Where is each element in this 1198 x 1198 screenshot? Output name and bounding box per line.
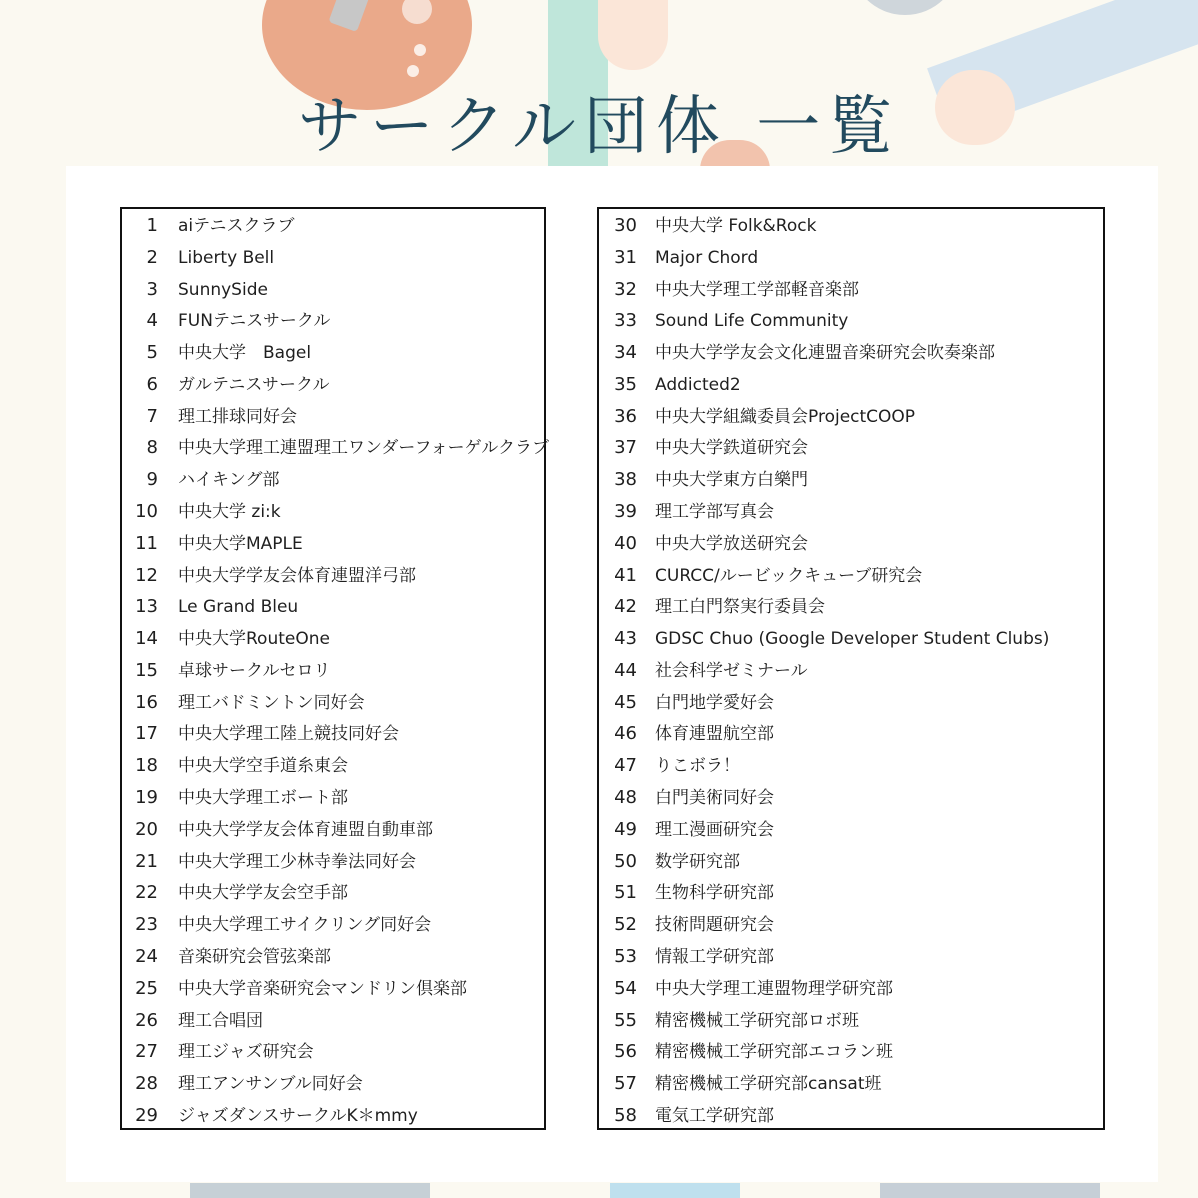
page-title: サークル団体 一覧 [297, 90, 901, 164]
circle-name: ジャズダンスサークルK＊mmy [178, 1105, 418, 1126]
circle-name: 精密機械工学研究部エコラン班 [655, 1042, 893, 1063]
item-number: 31 [614, 246, 637, 268]
circle-name: 中央大学 Folk&Rock [655, 216, 817, 236]
decoration-shape [190, 1183, 430, 1198]
item-number: 16 [135, 691, 158, 713]
item-number: 12 [135, 564, 158, 586]
item-number: 18 [135, 755, 158, 777]
decoration-shape [610, 1183, 740, 1198]
item-number: 38 [614, 469, 637, 491]
item-number: 37 [614, 437, 637, 459]
item-number: 19 [135, 787, 158, 809]
circle-name: 中央大学MAPLE [178, 533, 303, 554]
item-number: 34 [614, 342, 637, 364]
circle-name: SunnySide [178, 279, 268, 300]
circle-name: 理工漫画研究会 [655, 819, 774, 840]
item-number: 5 [146, 342, 158, 364]
circle-name: 中央大学学友会体育連盟洋弓部 [178, 565, 416, 586]
circle-name: 精密機械工学研究部cansat班 [655, 1074, 882, 1095]
circle-name: 情報工学研究部 [655, 946, 774, 967]
circle-name: 中央大学音楽研究会マンドリン倶楽部 [178, 978, 467, 999]
item-number: 32 [614, 278, 637, 300]
circle-name: 中央大学東方白樂門 [655, 470, 808, 491]
circle-name: 理工排球同好会 [178, 406, 297, 427]
item-number: 25 [135, 977, 158, 999]
item-number: 36 [614, 405, 637, 427]
item-number: 42 [614, 596, 637, 618]
item-number: 58 [614, 1104, 637, 1126]
item-number: 22 [135, 882, 158, 904]
circle-name: 技術問題研究会 [655, 915, 774, 936]
circle-name: 数学研究部 [655, 851, 740, 872]
circle-name: 理工白門祭実行委員会 [655, 597, 825, 618]
circle-name: 生物科学研究部 [655, 883, 774, 904]
circle-name: 理工ジャズ研究会 [178, 1042, 314, 1063]
circle-name: 中央大学理工サイクリング同好会 [178, 915, 432, 936]
circle-name: 社会科学ゼミナール [655, 660, 808, 681]
circle-name: Major Chord [655, 247, 759, 268]
circle-name: 中央大学理工陸上競技同好会 [178, 724, 399, 745]
item-number: 41 [614, 564, 637, 586]
item-number: 46 [614, 723, 637, 745]
circle-name: 理工学部写真会 [655, 502, 774, 523]
circle-name: FUNテニスサークル [178, 311, 331, 332]
item-number: 8 [146, 437, 158, 459]
circle-name: 理工アンサンブル同好会 [178, 1074, 363, 1095]
circle-name: 体育連盟航空部 [655, 724, 774, 745]
circle-list-left [120, 207, 549, 1130]
circle-name: 白門地学愛好会 [655, 692, 774, 713]
circle-name: aiテニスクラブ [178, 216, 295, 236]
item-number: 3 [146, 278, 158, 300]
circle-name: 中央大学 Bagel [178, 343, 312, 364]
item-number: 21 [135, 850, 158, 872]
circle-name: 中央大学RouteOne [178, 629, 330, 650]
item-number: 28 [135, 1073, 158, 1095]
circle-name: Le Grand Bleu [178, 597, 299, 618]
circle-name: 理工バドミントン同好会 [178, 692, 365, 713]
item-number: 6 [146, 373, 158, 395]
circle-name: 白門美術同好会 [655, 788, 774, 809]
item-number: 30 [614, 215, 637, 236]
item-number: 50 [614, 850, 637, 872]
circle-name: Addicted2 [655, 374, 741, 395]
item-number: 55 [614, 1009, 637, 1031]
circle-name: 中央大学学友会体育連盟自動車部 [178, 819, 433, 840]
circle-name: ハイキング部 [178, 470, 280, 491]
item-number: 33 [614, 310, 637, 332]
item-number: 43 [614, 628, 637, 650]
disc-illustration [850, 0, 960, 15]
circle-name: 中央大学組織委員会ProjectCOOP [655, 406, 916, 427]
item-number: 1 [146, 215, 158, 236]
item-number: 56 [614, 1041, 637, 1063]
hand-illustration [598, 0, 668, 70]
circle-name: GDSC Chuo (Google Developer Student Clubs) [655, 629, 1050, 650]
item-number: 23 [135, 914, 158, 936]
circle-name: 中央大学学友会文化連盟音楽研究会吹奏楽部 [655, 343, 995, 364]
circle-name: 中央大学理工ボート部 [178, 788, 348, 809]
item-number: 7 [146, 405, 158, 427]
circle-list-right [597, 207, 1105, 1130]
item-number: 53 [614, 945, 637, 967]
item-number: 45 [614, 691, 637, 713]
circle-name: ガルテニスサークル [178, 374, 330, 395]
circle-name: 電気工学研究部 [655, 1105, 774, 1126]
decoration-shape [880, 1183, 1100, 1198]
item-number: 17 [135, 723, 158, 745]
item-number: 40 [614, 532, 637, 554]
circle-name: 音楽研究会管弦楽部 [178, 946, 331, 967]
item-number: 48 [614, 787, 637, 809]
item-number: 26 [135, 1009, 158, 1031]
item-number: 27 [135, 1041, 158, 1063]
item-number: 39 [614, 501, 637, 523]
item-number: 14 [135, 628, 158, 650]
circle-name: 中央大学理工少林寺拳法同好会 [178, 851, 416, 872]
circle-name: りこボラ！ [655, 756, 740, 777]
item-number: 2 [146, 246, 158, 268]
item-number: 11 [135, 532, 158, 554]
item-number: 9 [146, 469, 158, 491]
item-number: 29 [135, 1104, 158, 1126]
item-number: 15 [135, 659, 158, 681]
item-number: 51 [614, 882, 637, 904]
circle-name: 中央大学鉄道研究会 [655, 438, 808, 459]
circle-name: 卓球サークルセロリ [178, 660, 331, 681]
guitar-dot-illustration [407, 65, 419, 77]
circle-name: 中央大学放送研究会 [655, 533, 808, 554]
item-number: 52 [614, 914, 637, 936]
circle-name: 中央大学理工学部軽音楽部 [655, 279, 859, 300]
circle-name: Liberty Bell [178, 247, 275, 268]
circle-name: 中央大学理工連盟物理学研究部 [655, 978, 893, 999]
circle-name: 中央大学学友会空手部 [178, 883, 348, 904]
circle-name: CURCC/ルービックキューブ研究会 [655, 565, 923, 586]
circle-name: 精密機械工学研究部ロボ班 [655, 1010, 859, 1031]
item-number: 13 [135, 596, 158, 618]
item-number: 49 [614, 818, 637, 840]
item-number: 54 [614, 977, 637, 999]
circle-name: Sound Life Community [655, 311, 849, 332]
item-number: 35 [614, 373, 637, 395]
guitar-dot-illustration [414, 44, 426, 56]
circle-name: 中央大学 zi:k [178, 502, 281, 523]
item-number: 44 [614, 659, 637, 681]
circle-name: 理工合唱団 [178, 1010, 263, 1031]
item-number: 24 [135, 945, 158, 967]
circle-name: 中央大学空手道糸東会 [178, 756, 348, 777]
item-number: 20 [135, 818, 158, 840]
item-number: 10 [135, 501, 158, 523]
item-number: 4 [146, 310, 158, 332]
item-number: 57 [614, 1073, 637, 1095]
circle-name: 中央大学理工連盟理工ワンダーフォーゲルクラブ [178, 438, 549, 459]
item-number: 47 [614, 755, 637, 777]
